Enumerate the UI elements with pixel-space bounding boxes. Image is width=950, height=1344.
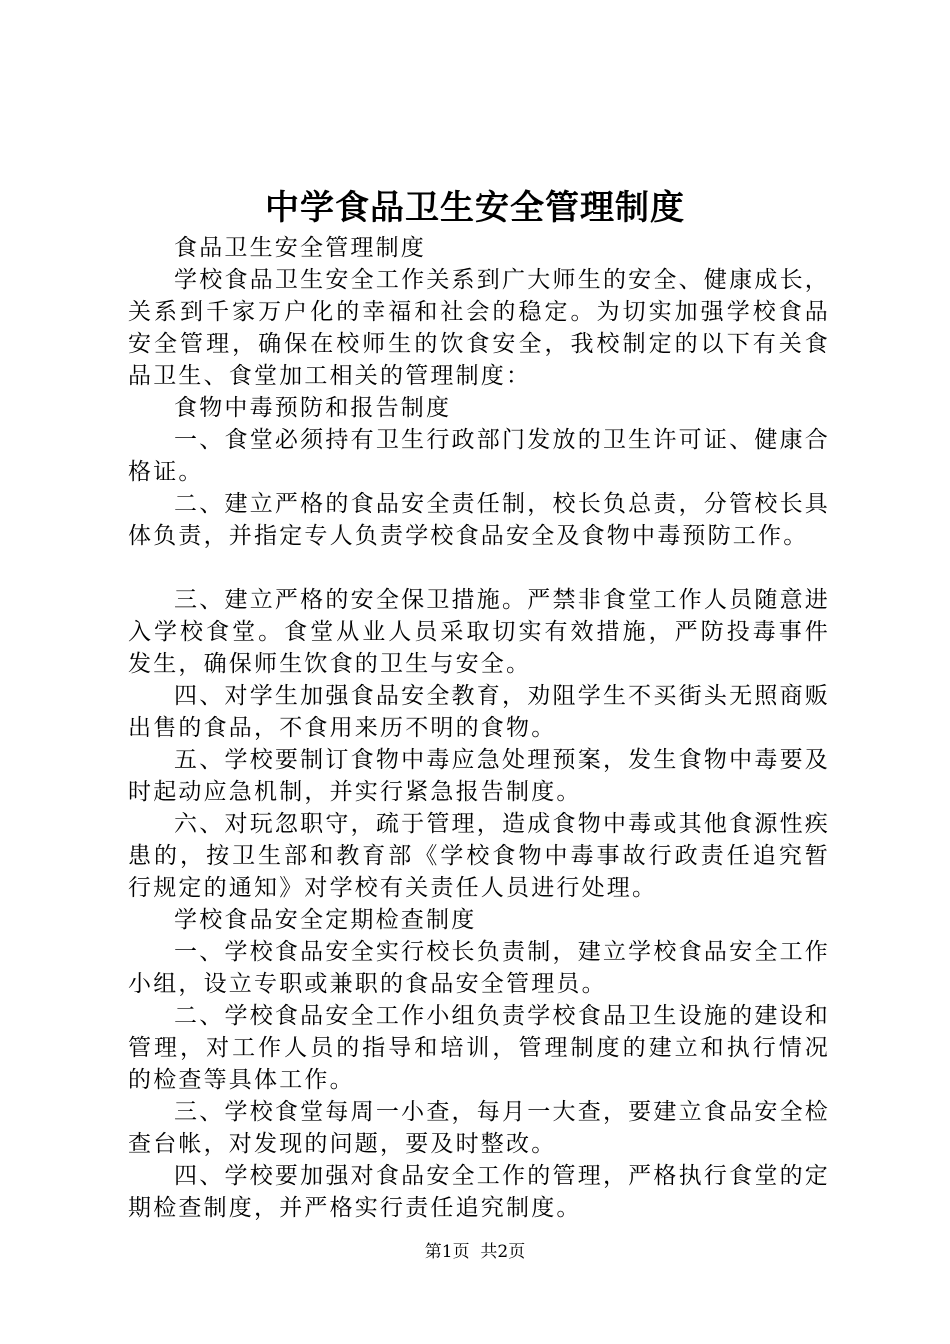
rule-paragraph: 四、学校要加强对食品安全工作的管理，严格执行食堂的定期检查制度，并严格实行责任追究制度。 [128,1163,830,1221]
rule-paragraph: 三、建立严格的安全保卫措施。严禁非食堂工作人员随意进入学校食堂。食堂从业人员采取切实有效措施，严防投毒事件发生，确保师生饮食的卫生与安全。 [128,587,830,677]
rule-paragraph: 三、学校食堂每周一小查，每月一大查，要建立食品安全检查台帐，对发现的问题，要及时整改。 [128,1099,830,1157]
rule-paragraph: 四、对学生加强食品安全教育，劝阻学生不买街头无照商贩出售的食品，不食用来历不明的食物。 [128,683,830,741]
page-footer [0,1240,950,1264]
document-title: 中学食品卫生安全管理制度 [265,188,685,228]
section-heading-poisoning-prevention: 食物中毒预防和报告制度 [174,395,452,421]
rule-paragraph: 一、学校食品安全实行校长负责制，建立学校食品安全工作小组，设立专职或兼职的食品安全管理员。 [128,939,830,997]
intro-paragraph: 学校食品卫生安全工作关系到广大师生的安全、健康成长，关系到千家万户化的幸福和社会的稳定。为切实加强学校食品安全管理，确保在校师生的饮食安全，我校制定的以下有关食品卫生、食堂加工相关的管理制度： [128,267,830,389]
rule-paragraph: 二、学校食品安全工作小组负责学校食品卫生设施的建设和管理，对工作人员的指导和培训，管理制度的建立和执行情况的检查等具体工作。 [128,1003,830,1093]
rule-paragraph: 一、食堂必须持有卫生行政部门发放的卫生许可证、健康合格证。 [128,427,830,485]
rule-paragraph: 二、建立严格的食品安全责任制，校长负总责，分管校长具体负责，并指定专人负责学校食品安全及食物中毒预防工作。 [128,491,830,549]
document-body [128,232,830,1224]
page-indicator: 第1页 共2页 [424,1242,526,1262]
section-heading-periodic-inspection: 学校食品安全定期检查制度 [174,907,477,933]
rule-paragraph: 六、对玩忽职守，疏于管理，造成食物中毒或其他食源性疾患的，按卫生部和教育部《学校食物中毒事故行政责任追究暂行规定的通知》对学校有关责任人员进行处理。 [128,811,830,901]
section-heading-food-safety: 食品卫生安全管理制度 [174,235,426,261]
rule-paragraph: 五、学校要制订食物中毒应急处理预案，发生食物中毒要及时起动应急机制，并实行紧急报告制度。 [128,747,830,805]
